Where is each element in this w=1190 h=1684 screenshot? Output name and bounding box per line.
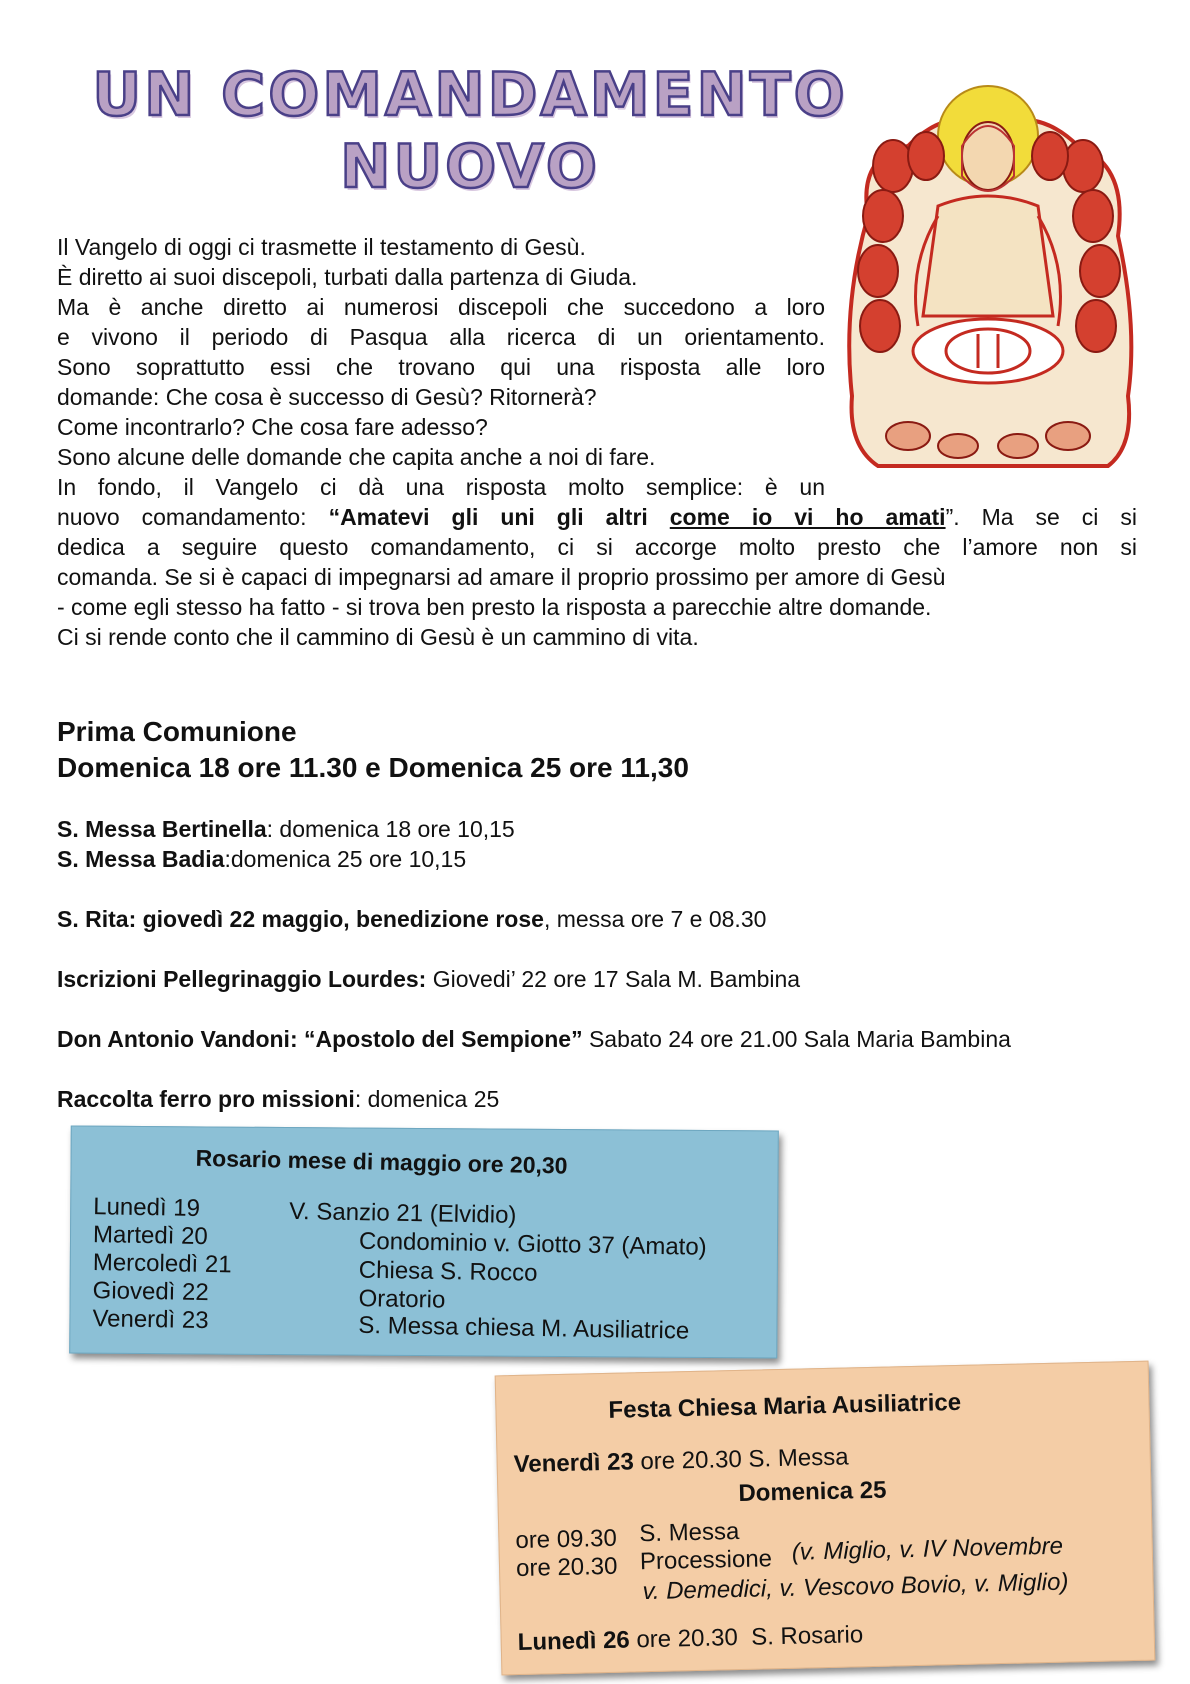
rosario-place: Oratorio xyxy=(358,1285,446,1314)
rosario-place: V. Sanzio 21 (Elvidio) xyxy=(288,1197,517,1229)
intro-line: Il Vangelo di oggi ci trasmette il testamento di Gesù. xyxy=(57,234,586,260)
notice-label: Raccolta ferro pro missioni xyxy=(57,1086,355,1112)
notice-santa-rita xyxy=(57,904,766,934)
intro-line: Sono soprattutto essi che trovano qui una risposta alle loro xyxy=(57,354,825,380)
festa-sunday-time2: ore 20.30 xyxy=(515,1552,618,1583)
intro-line: È diretto ai suoi discepoli, turbati dalla partenza di Giuda. xyxy=(57,264,638,290)
intro-paragraph xyxy=(57,232,1137,652)
notice-label: S. Messa Bertinella xyxy=(57,816,267,842)
festa-sunday-event1: S. Messa xyxy=(639,1517,740,1548)
festa-monday-event: S. Rosario xyxy=(750,1621,864,1651)
rosario-day: Giovedì 22 xyxy=(92,1277,209,1307)
intro-line: Ci si rende conto che il cammino di Gesù è un cammino di vita. xyxy=(57,624,699,650)
notice-label: S. Rita: giovedì 22 maggio, benedizione rose xyxy=(57,906,544,932)
rosario-day: Venerdì 23 xyxy=(92,1305,209,1335)
notice-text: : domenica 25 xyxy=(354,1086,500,1112)
notice-messa-bertinella xyxy=(57,814,515,844)
festa-monday xyxy=(517,1620,863,1658)
notice-text: : domenica 18 ore 10,15 xyxy=(266,816,515,842)
festa-friday-day: Venerdì 23 xyxy=(513,1448,635,1479)
quote-bold: “Amatevi gli uni gli altri xyxy=(328,504,670,530)
festa-route2: v. Demedici, v. Vescovo Bovio, v. Miglio) xyxy=(642,1568,1069,1606)
rosario-day: Martedì 20 xyxy=(92,1221,209,1251)
notice-text: :domenica 25 ore 10,15 xyxy=(224,846,467,872)
festa-box xyxy=(495,1361,1156,1676)
intro-line: Come incontrarlo? Che cosa fare adesso? xyxy=(57,414,488,440)
page-title-line2: NUOVO xyxy=(340,132,600,202)
festa-sunday-title: Domenica 25 xyxy=(738,1476,887,1507)
prima-comunione-heading xyxy=(57,714,689,786)
notice-text: , messa ore 7 e 08.30 xyxy=(543,906,767,932)
quote-line xyxy=(57,502,1137,532)
prima-comunione-dates: Domenica 18 ore 11.30 e Domenica 25 ore 11,30 xyxy=(57,752,689,783)
intro-line: In fondo, il Vangelo ci dà una risposta molto semplice: è un xyxy=(57,474,825,500)
festa-monday-day: Lunedì 26 xyxy=(517,1626,631,1656)
notice-label: Don Antonio Vandoni: “Apostolo del Sempione” xyxy=(57,1026,583,1052)
intro-line: Sono alcune delle domande che capita anche a noi di fare. xyxy=(57,444,656,470)
notice-lourdes xyxy=(57,964,800,994)
quote-prefix: nuovo comandamento: xyxy=(57,504,329,530)
notice-raccolta-ferro xyxy=(57,1084,499,1114)
notice-text: Giovedi’ 22 ore 17 Sala M. Bambina xyxy=(426,966,801,992)
festa-sunday-time1: ore 09.30 xyxy=(515,1524,618,1555)
page-title-line1: UN COMANDAMENTO xyxy=(92,60,848,130)
festa-title: Festa Chiesa Maria Ausiliatrice xyxy=(608,1388,962,1424)
rosario-place: Condominio v. Giotto 37 (Amato) xyxy=(358,1227,707,1261)
prima-comunione-title: Prima Comunione xyxy=(57,716,297,747)
rosario-title: Rosario mese di maggio ore 20,30 xyxy=(195,1144,568,1179)
intro-line: Ma è anche diretto ai numerosi discepoli che succedono a loro xyxy=(57,294,825,320)
festa-route1: (v. Miglio, v. IV Novembre xyxy=(791,1532,1064,1566)
rosario-place: Chiesa S. Rocco xyxy=(358,1256,538,1287)
rosario-day: Lunedì 19 xyxy=(93,1193,201,1222)
festa-friday-event: S. Messa xyxy=(748,1443,849,1473)
festa-sunday-event2: Processione xyxy=(639,1545,773,1576)
notice-text: Sabato 24 ore 21.00 Sala Maria Bambina xyxy=(582,1026,1011,1052)
notice-messa-badia xyxy=(57,844,466,874)
notice-label: Iscrizioni Pellegrinaggio Lourdes: xyxy=(57,966,427,992)
festa-monday-time: ore 20.30 xyxy=(629,1624,739,1654)
festa-friday xyxy=(513,1442,848,1480)
rosario-place: S. Messa chiesa M. Ausiliatrice xyxy=(358,1311,690,1345)
intro-line: - come egli stesso ha fatto - si trova ben presto la risposta a parecchie altre domande. xyxy=(57,594,932,620)
rosario-box xyxy=(69,1126,779,1359)
intro-line: dedica a seguire questo comandamento, ci si accorge molto presto che l’amore non si xyxy=(57,534,1137,560)
quote-suffix: ”. Ma se ci si xyxy=(945,504,1137,530)
intro-line: domande: Che cosa è successo di Gesù? Ritornerà? xyxy=(57,384,597,410)
festa-friday-time: ore 20.30 xyxy=(633,1445,743,1476)
intro-line: comanda. Se si è capaci di impegnarsi ad amare il proprio prossimo per amore di Gesù xyxy=(57,564,946,590)
rosario-day: Mercoledì 21 xyxy=(92,1248,232,1279)
quote-underlined: come io vi ho amati xyxy=(669,504,946,530)
intro-line: e vivono il periodo di Pasqua alla ricerca di un orientamento. xyxy=(57,324,825,350)
notice-label: S. Messa Badia xyxy=(57,846,225,872)
notice-vandoni xyxy=(57,1024,1011,1054)
